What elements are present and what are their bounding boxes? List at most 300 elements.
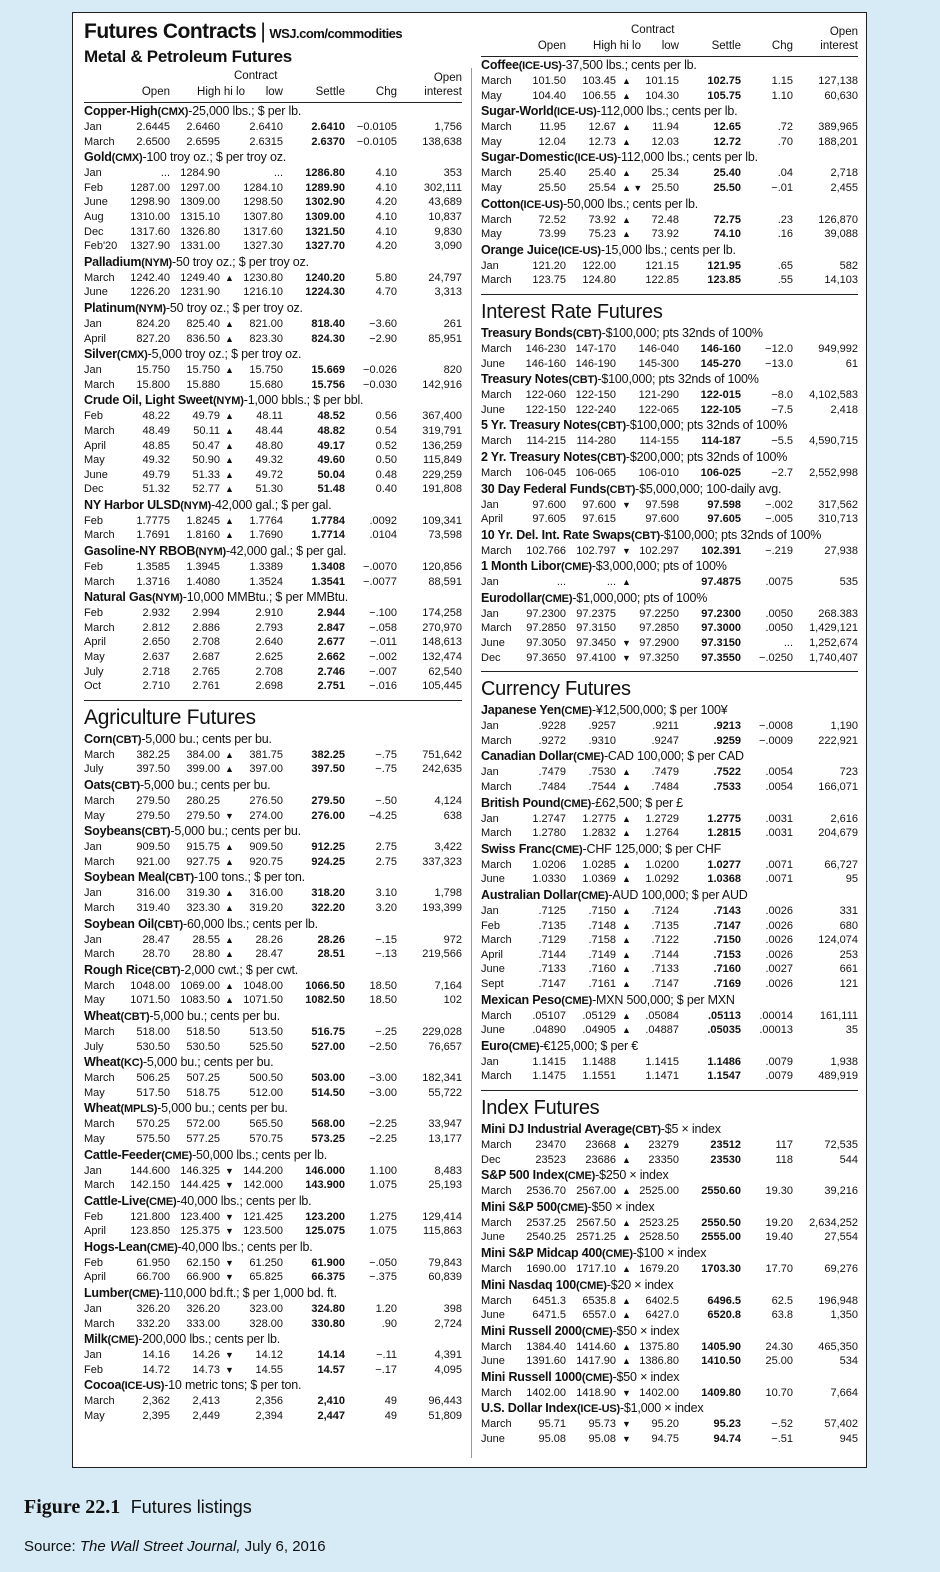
chg-cell: .0026: [765, 919, 793, 932]
settle-cell: 146-160: [700, 342, 741, 355]
open-cell: 2.710: [142, 680, 170, 693]
open-cell: 1.7775: [136, 514, 170, 527]
chg-cell: 49: [384, 1395, 397, 1408]
contract-spec: -$50 × index: [612, 1369, 680, 1384]
trend-arrow-icon: ▲: [622, 1263, 631, 1274]
settle-cell: 102.391: [701, 544, 741, 557]
chg-cell: .0092: [369, 514, 397, 527]
contract-name: 5 Yr. Treasury Notes: [481, 418, 597, 433]
contract-row: [481, 213, 858, 228]
open-cell: 1310.00: [130, 210, 170, 223]
low-cell: .7122: [651, 934, 679, 947]
chg-cell: 4.10: [375, 225, 397, 238]
contract-title: [481, 1245, 858, 1262]
high-cell: 2,413: [192, 1395, 220, 1408]
open-interest-cell: 723: [839, 766, 858, 779]
low-cell: 2.6315: [249, 135, 283, 148]
chg-cell: −.25: [375, 1025, 397, 1038]
high-cell: .7161: [588, 977, 616, 990]
settle-cell: .7533: [713, 781, 741, 794]
settle-cell: .9213: [713, 720, 741, 733]
colhead-low: low: [265, 86, 283, 98]
open-cell: 1287.00: [130, 181, 170, 194]
contract-name: Eurodollar: [481, 590, 542, 605]
open-interest-cell: 302,111: [423, 181, 462, 194]
contract-name: Euro: [481, 1038, 509, 1053]
month-cell: March: [481, 1262, 512, 1275]
contract-exchange: (ICE-US): [553, 106, 597, 119]
contract-row: [84, 840, 462, 855]
trend-arrow-icon: ▲: [225, 764, 234, 775]
open-interest-cell: 1,190: [830, 720, 858, 733]
open-cell: 1.1475: [532, 1070, 566, 1083]
settle-cell: 23512: [710, 1138, 741, 1151]
month-cell: Oct: [84, 680, 102, 693]
open-cell: 1.2747: [532, 812, 566, 825]
contract-spec: -42,000 gal.; $ per gal.: [211, 497, 332, 512]
settle-cell: .9259: [713, 734, 741, 747]
open-cell: .9272: [538, 734, 566, 747]
month-cell: Jan: [84, 933, 102, 946]
trend-arrow-icon: ▲: [225, 934, 234, 945]
settle-cell: 1240.20: [305, 271, 345, 284]
contract-row: [84, 468, 462, 483]
month-cell: Feb: [84, 410, 103, 423]
contract-name: 2 Yr. Treasury Notes: [481, 449, 597, 464]
open-cell: 97.600: [532, 498, 566, 511]
high-cell: 12.73: [588, 135, 616, 148]
high-cell: 97.615: [582, 513, 616, 526]
contract-row: [84, 453, 462, 468]
month-cell: March: [481, 1009, 512, 1022]
settle-cell: 145-270: [700, 357, 741, 370]
contract-row: [481, 575, 858, 590]
chg-cell: .0054: [765, 766, 793, 779]
chg-cell: −.007: [369, 665, 397, 678]
settle-cell: 143.900: [305, 1179, 345, 1192]
open-cell: 97.3050: [526, 637, 566, 650]
low-cell: 49.32: [255, 454, 283, 467]
month-cell: Feb: [84, 181, 103, 194]
low-cell: 145-300: [638, 357, 679, 370]
low-cell: 316.00: [249, 887, 283, 900]
colhead-high-low: High hi lo: [197, 86, 245, 98]
contract-exchange: (CBT): [112, 733, 142, 746]
high-cell: 125.375: [180, 1225, 220, 1238]
month-cell: March: [481, 934, 512, 947]
contract-row: [84, 514, 462, 529]
open-cell: 6451.3: [532, 1294, 566, 1307]
trend-arrow-icon: ▲: [225, 888, 234, 899]
trend-arrow-icon: ▼: [225, 1226, 234, 1237]
high-cell: 144.425: [180, 1179, 220, 1192]
open-interest-cell: 1,350: [830, 1309, 858, 1322]
month-cell: June: [84, 196, 108, 209]
high-cell: 97.600: [582, 498, 616, 511]
colhead-open: Open: [537, 40, 566, 52]
high-cell: 530.50: [186, 1040, 220, 1053]
low-cell: 276.50: [249, 795, 283, 807]
open-interest-cell: 60,839: [428, 1271, 462, 1284]
open-cell: 1242.40: [130, 271, 170, 284]
chg-cell: .0050: [765, 607, 793, 620]
open-interest-cell: 4,102,583: [809, 389, 858, 402]
trend-arrow-icon: ▲: [622, 949, 631, 960]
contract-exchange: (CME): [577, 890, 609, 902]
chg-cell: −8.0: [771, 389, 793, 402]
open-cell: 104.40: [532, 89, 566, 102]
settle-cell: 97.598: [707, 498, 741, 511]
figure-source: [24, 1538, 326, 1555]
open-interest-cell: 79,843: [428, 1256, 462, 1269]
chg-cell: −.0008: [759, 720, 793, 733]
open-interest-cell: 127,138: [818, 75, 858, 87]
open-interest-cell: 222,921: [818, 734, 858, 747]
contract-title: [481, 795, 858, 812]
month-cell: May: [84, 809, 105, 822]
contract-name: Oats: [84, 778, 111, 792]
open-interest-cell: 8,483: [434, 1164, 462, 1177]
contract-exchange: (CBT): [596, 451, 626, 464]
high-cell: 1326.80: [180, 225, 220, 238]
low-cell: 2.793: [255, 621, 283, 634]
open-cell: 921.00: [136, 855, 170, 868]
contract-row: [481, 512, 858, 527]
month-cell: June: [481, 1309, 505, 1322]
month-cell: March: [84, 1317, 115, 1330]
open-interest-cell: 337,323: [422, 855, 462, 868]
column-divider: [471, 68, 472, 1458]
contract-row: [481, 342, 858, 357]
low-cell: 94.75: [651, 1433, 679, 1446]
trend-arrow-icon: ▲: [622, 920, 631, 931]
open-interest-cell: 219,566: [422, 948, 462, 961]
low-cell: 6427.0: [645, 1309, 679, 1322]
open-cell: .7125: [538, 905, 566, 917]
contract-name: 30 Day Federal Funds: [481, 481, 607, 496]
trend-arrow-icon: ▲: [622, 935, 631, 946]
chg-cell: −2.25: [369, 1132, 397, 1145]
contract-row: [84, 317, 462, 332]
open-cell: 506.25: [136, 1072, 170, 1085]
contract-exchange: (CME): [551, 843, 583, 856]
open-interest-cell: 193,399: [422, 901, 462, 914]
contract-row: [84, 1132, 462, 1147]
settle-cell: 1.3541: [311, 575, 345, 588]
contract-exchange: (CME): [146, 1241, 178, 1254]
high-cell: .7148: [588, 919, 616, 932]
open-interest-cell: 4,391: [434, 1349, 462, 1362]
month-cell: March: [481, 1386, 512, 1399]
open-interest-cell: 945: [839, 1433, 858, 1446]
contract-row: [84, 855, 462, 870]
high-cell: 122-240: [575, 403, 616, 416]
contract-row: [481, 858, 858, 873]
open-interest-cell: 62,540: [428, 665, 462, 678]
settle-cell: 912.25: [311, 841, 345, 854]
contract-spec: -5,000 bu.; cents per bu.: [139, 778, 271, 792]
contract-title: [481, 1369, 858, 1386]
high-cell: .7544: [588, 781, 616, 794]
month-cell: March: [84, 135, 115, 148]
high-cell: ...: [606, 576, 616, 589]
trend-arrow-icon: ▲: [622, 964, 631, 975]
low-cell: 61.250: [249, 1256, 283, 1269]
chg-cell: 117: [775, 1138, 793, 1151]
open-interest-cell: 489,919: [818, 1070, 858, 1083]
open-interest-cell: 1,756: [434, 121, 462, 133]
source-prefix: Source:: [24, 1538, 80, 1555]
trend-arrow-icon: ▲: [622, 906, 631, 916]
trend-arrow-icon: ▲: [622, 1154, 631, 1165]
contract-spec: -$250 × index: [595, 1168, 669, 1183]
month-cell: March: [84, 748, 115, 761]
month-cell: June: [481, 357, 505, 370]
month-cell: June: [481, 1433, 505, 1446]
low-cell: 28.47: [255, 948, 283, 961]
contract-exchange: (NYM): [212, 395, 244, 408]
month-cell: May: [481, 228, 502, 241]
chg-cell: 1.075: [369, 1225, 397, 1238]
contract-spec: -$3,000,000; pts of 100%: [591, 559, 727, 574]
contract-exchange: (CME): [573, 751, 604, 764]
settle-cell: 23530: [710, 1153, 741, 1166]
section-title: Interest Rate Futures: [481, 300, 663, 323]
month-cell: Feb: [481, 919, 500, 932]
chg-cell: .0071: [765, 858, 793, 871]
high-cell: 50.90: [192, 454, 220, 467]
contract-name: Treasury Notes: [481, 372, 569, 387]
chg-cell: 4.10: [375, 210, 397, 223]
low-cell: 381.75: [249, 748, 283, 761]
contract-row: [481, 872, 858, 887]
open-interest-cell: 253: [839, 948, 858, 961]
contract-exchange: (CBT): [596, 420, 626, 433]
open-interest-cell: 638: [443, 809, 462, 822]
right-sections: [481, 57, 858, 1447]
settle-cell: 15.669: [311, 364, 345, 377]
contract-spec: -CAD 100,000; $ per CAD: [603, 749, 744, 764]
open-cell: 28.70: [142, 948, 170, 961]
open-interest-cell: 661: [839, 963, 858, 976]
trend-arrow-icon: ▼: [622, 1434, 631, 1445]
high-cell: 1.3945: [186, 561, 220, 574]
contract-exchange: (ICE-US): [520, 198, 564, 211]
month-cell: Feb: [84, 1256, 103, 1269]
open-cell: 102.766: [526, 544, 566, 557]
open-cell: 1402.00: [526, 1386, 566, 1399]
contract-title: [481, 1199, 858, 1216]
contract-row: [84, 332, 462, 347]
month-cell: March: [84, 855, 115, 868]
settle-cell: 1410.50: [701, 1355, 741, 1368]
low-cell: 1.0292: [645, 873, 679, 886]
low-cell: 102.297: [639, 544, 679, 557]
low-cell: 2.708: [255, 665, 283, 678]
open-interest-cell: 229,259: [422, 468, 462, 481]
settle-cell: 397.50: [311, 763, 345, 776]
low-cell: 15.680: [249, 378, 283, 391]
trend-arrow-icon: ▲ ▼: [622, 182, 643, 193]
month-cell: March: [84, 795, 115, 807]
open-cell: 49.79: [142, 468, 170, 481]
low-cell: 97.2900: [639, 637, 679, 650]
month-cell: May: [84, 1410, 105, 1423]
chg-cell: 2.75: [375, 841, 397, 854]
high-cell: 62.150: [186, 1256, 220, 1269]
contract-spec: -50,000 lbs.; cents per lb.: [192, 1147, 328, 1162]
month-cell: Jan: [481, 259, 499, 272]
low-cell: 2,356: [255, 1395, 283, 1408]
contract-spec: -5,000 bu.; cents per bu.: [141, 731, 272, 746]
contract-exchange: (NYM): [180, 499, 212, 512]
open-interest-cell: 13,177: [428, 1132, 462, 1145]
low-cell: .7144: [651, 948, 679, 961]
contract-title: [84, 777, 462, 794]
open-interest-cell: 7,164: [434, 979, 462, 992]
colhead-settle: Settle: [315, 86, 345, 98]
open-cell: 122-060: [525, 389, 566, 402]
low-cell: 25.34: [651, 167, 679, 180]
contract-exchange: (CME): [145, 1195, 177, 1208]
open-cell: 517.50: [136, 1086, 170, 1099]
contract-name: Wheat: [84, 1101, 121, 1116]
contract-title: [84, 916, 462, 933]
open-interest-cell: 161,111: [819, 1009, 858, 1022]
open-cell: 382.25: [136, 748, 170, 761]
contract-exchange: (NYM): [151, 592, 183, 605]
chg-cell: −13.0: [765, 357, 793, 370]
open-cell: 316.00: [136, 887, 170, 900]
month-cell: March: [481, 1185, 512, 1198]
high-cell: 507.25: [186, 1072, 220, 1085]
month-cell: May: [84, 651, 105, 664]
low-cell: 2.6410: [249, 121, 283, 133]
high-cell: .9310: [588, 734, 616, 747]
contract-exchange: (ICE-US): [576, 1403, 620, 1416]
settle-cell: 503.00: [311, 1072, 345, 1085]
chg-cell: 10.70: [765, 1386, 793, 1399]
contract-row: [84, 762, 462, 777]
month-cell: March: [84, 621, 115, 634]
contract-row: [84, 210, 462, 225]
open-interest-cell: 2,455: [830, 181, 858, 194]
contract-spec: -$100,000; pts 32nds of 100%: [597, 372, 759, 387]
month-cell: June: [481, 637, 505, 650]
chg-cell: .65: [777, 259, 793, 272]
contract-spec: -37,500 lbs.; cents per lb.: [561, 58, 697, 72]
chg-cell: −5.5: [771, 435, 793, 448]
open-cell: 15.800: [136, 378, 170, 391]
settle-cell: 125.075: [305, 1225, 345, 1238]
open-interest-cell: 120,856: [422, 561, 462, 574]
open-interest-cell: 680: [839, 919, 858, 932]
chg-cell: .0027: [765, 963, 793, 976]
contract-spec: -$50 × index: [612, 1323, 680, 1338]
contract-title: [481, 325, 858, 342]
settle-cell: 49.60: [317, 454, 345, 467]
contract-exchange: (CME): [561, 705, 592, 718]
high-cell: .04905: [582, 1024, 616, 1037]
contract-row: [84, 1348, 462, 1363]
chg-cell: .0026: [765, 948, 793, 961]
chg-cell: −.13: [375, 948, 397, 961]
contract-spec: -100 troy oz.; $ per troy oz.: [142, 150, 287, 165]
high-cell: 1.4080: [186, 575, 220, 588]
open-interest-cell: 1,252,674: [809, 637, 858, 650]
low-cell: 2.625: [255, 651, 283, 664]
high-cell: 1249.40: [180, 271, 220, 284]
chg-cell: 3.10: [375, 887, 397, 900]
contract-spec: -5,000 bu.; cents per bu.: [170, 824, 301, 839]
open-cell: 1.3585: [136, 561, 170, 574]
low-cell: 97.3250: [639, 651, 679, 664]
contract-exchange: (CMX): [116, 349, 148, 362]
settle-cell: 516.75: [311, 1025, 345, 1038]
chg-cell: 19.40: [765, 1231, 793, 1244]
contract-row: [481, 1294, 858, 1309]
trend-arrow-icon: ▲: [622, 1341, 631, 1352]
open-interest-cell: 138,638: [422, 135, 462, 148]
contract-row: [481, 962, 858, 977]
trend-arrow-icon: ▲: [225, 484, 234, 495]
low-cell: ...: [273, 167, 283, 180]
trend-arrow-icon: ▼: [622, 1419, 631, 1430]
high-cell: 66.900: [186, 1271, 220, 1284]
month-cell: Feb: [84, 1363, 103, 1376]
high-cell: 518.75: [186, 1086, 220, 1099]
contract-exchange: (KC): [120, 1057, 143, 1070]
settle-cell: 2.746: [317, 665, 345, 678]
settle-cell: 97.4875: [701, 576, 741, 589]
low-cell: 114-155: [639, 435, 679, 448]
contract-row: [84, 239, 462, 254]
colhead-open: Open: [141, 86, 170, 98]
contract-spec: -110,000 bd.ft.; $ per 1,000 bd. ft.: [159, 1286, 337, 1301]
low-cell: 15.750: [249, 364, 283, 377]
low-cell: 106-010: [638, 466, 679, 479]
settle-cell: 2.677: [317, 636, 345, 649]
month-cell: March: [84, 424, 115, 437]
contract-name: Mini DJ Industrial Average: [481, 1121, 632, 1136]
trend-arrow-icon: ▲: [225, 530, 234, 541]
open-cell: 11.95: [539, 121, 566, 134]
month-cell: March: [84, 979, 115, 992]
open-interest-cell: 10,837: [428, 210, 462, 223]
trend-arrow-icon: ▼: [225, 1165, 234, 1176]
chg-cell: 2.75: [375, 855, 397, 868]
trend-arrow-icon: ▲: [225, 856, 234, 867]
contract-name: Soybean Meal: [84, 870, 165, 885]
open-cell: 48.85: [142, 439, 170, 452]
trend-arrow-icon: ▼: [225, 1364, 234, 1375]
contract-name: Swiss Franc: [481, 841, 552, 856]
chg-cell: .0071: [765, 873, 793, 886]
high-cell: 2.687: [192, 651, 220, 664]
low-cell: 23279: [648, 1138, 679, 1151]
open-interest-cell: 2,718: [830, 167, 858, 180]
contract-row: [84, 363, 462, 378]
chg-cell: −0.030: [363, 378, 397, 391]
open-cell: 575.50: [136, 1132, 170, 1145]
open-cell: 1327.90: [130, 240, 170, 253]
open-cell: 25.40: [538, 167, 566, 180]
high-cell: 333.00: [186, 1317, 220, 1330]
low-cell: 1.3389: [249, 561, 283, 574]
low-cell: 1298.50: [243, 196, 283, 209]
open-cell: 530.50: [136, 1040, 170, 1053]
contract-spec: -40,000 lbs.; cents per lb.: [176, 1193, 312, 1208]
